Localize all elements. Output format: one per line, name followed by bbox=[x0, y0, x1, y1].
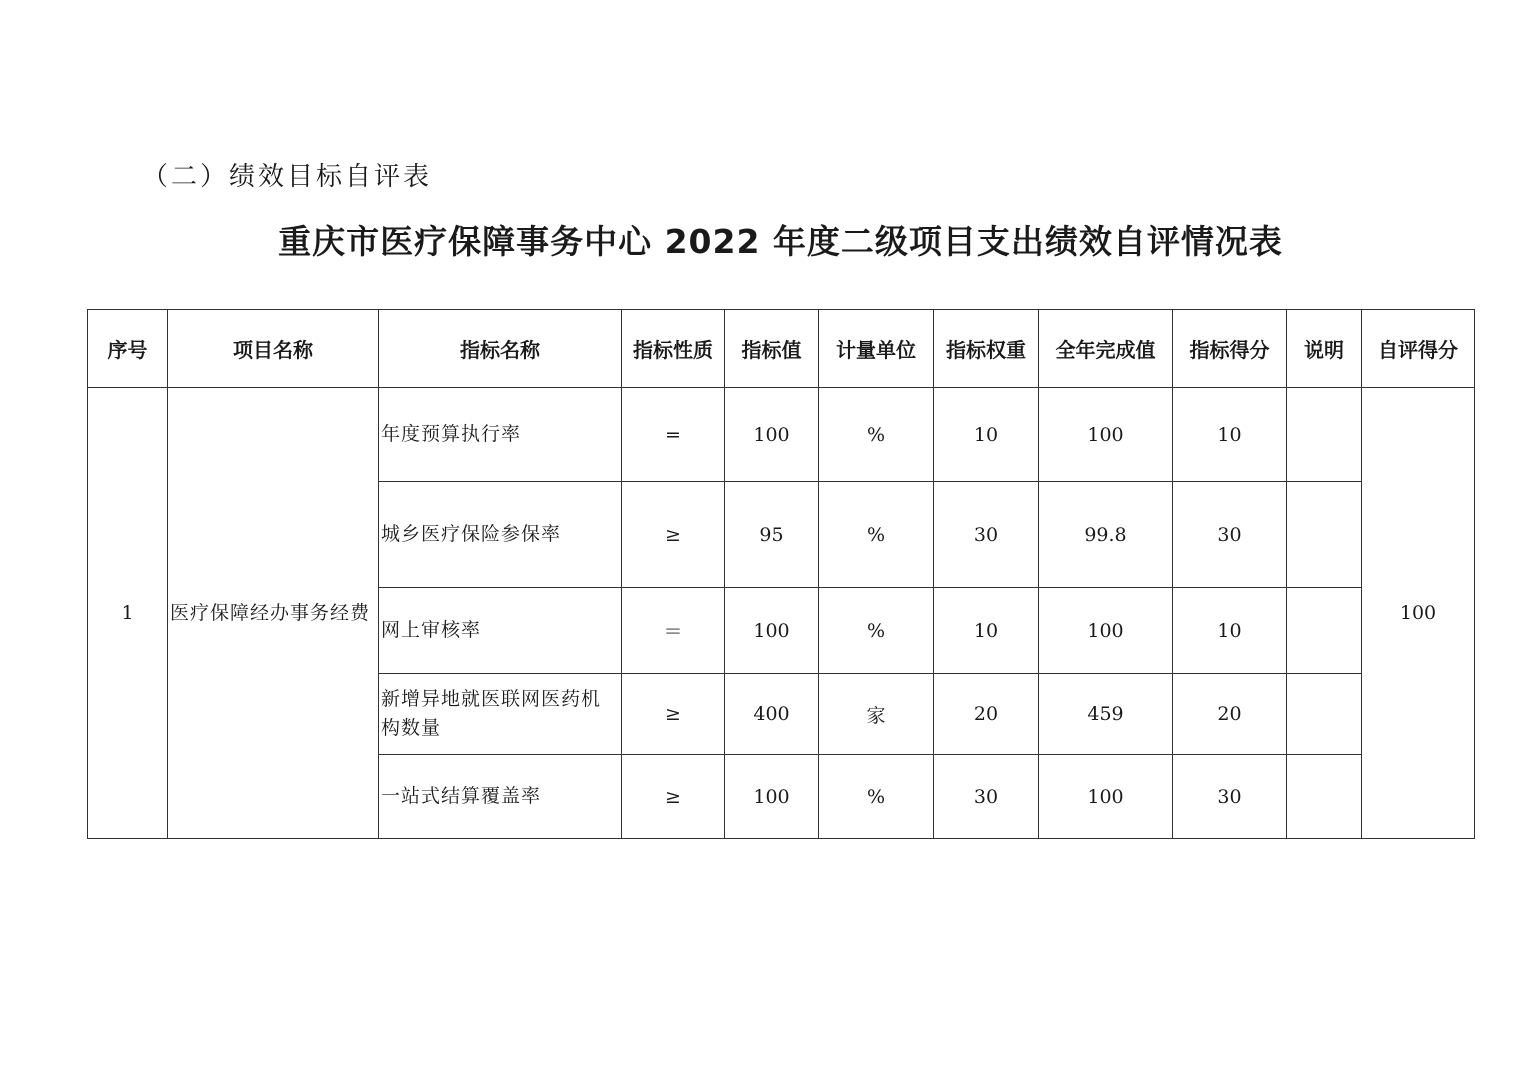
cell-unit: % bbox=[819, 388, 934, 482]
header-indicator-nature: 指标性质 bbox=[622, 310, 725, 388]
cell-indicator-name: 年度预算执行率 bbox=[379, 388, 622, 482]
header-self-score: 自评得分 bbox=[1362, 310, 1475, 388]
cell-value: 100 bbox=[725, 755, 819, 839]
page-title: 重庆市医疗保障事务中心 2022 年度二级项目支出绩效自评情况表 bbox=[278, 222, 1283, 261]
cell-weight: 10 bbox=[934, 388, 1039, 482]
cell-actual: 100 bbox=[1039, 388, 1173, 482]
header-unit: 计量单位 bbox=[819, 310, 934, 388]
cell-value: 400 bbox=[725, 674, 819, 755]
cell-value: 100 bbox=[725, 588, 819, 674]
cell-self-score: 100 bbox=[1362, 388, 1475, 839]
cell-indicator-name: 一站式结算覆盖率 bbox=[379, 755, 622, 839]
header-weight: 指标权重 bbox=[934, 310, 1039, 388]
cell-score: 10 bbox=[1173, 588, 1287, 674]
cell-nature: ≥ bbox=[622, 674, 725, 755]
cell-seq: 1 bbox=[88, 388, 168, 839]
cell-score: 30 bbox=[1173, 482, 1287, 588]
cell-actual: 100 bbox=[1039, 588, 1173, 674]
cell-actual: 459 bbox=[1039, 674, 1173, 755]
cell-score: 10 bbox=[1173, 388, 1287, 482]
cell-indicator-name: 网上审核率 bbox=[379, 588, 622, 674]
cell-note bbox=[1287, 388, 1362, 482]
cell-nature: ≥ bbox=[622, 755, 725, 839]
header-project-name: 项目名称 bbox=[168, 310, 379, 388]
cell-unit: 家 bbox=[819, 674, 934, 755]
cell-actual: 100 bbox=[1039, 755, 1173, 839]
cell-indicator-name: 新增异地就医联网医药机构数量 bbox=[379, 674, 622, 755]
cell-score: 30 bbox=[1173, 755, 1287, 839]
cell-value: 95 bbox=[725, 482, 819, 588]
cell-project-name: 医疗保障经办事务经费 bbox=[168, 388, 379, 839]
table-header-row bbox=[88, 310, 1475, 388]
cell-value: 100 bbox=[725, 388, 819, 482]
performance-table bbox=[87, 309, 1475, 839]
cell-note bbox=[1287, 482, 1362, 588]
cell-score: 20 bbox=[1173, 674, 1287, 755]
cell-note bbox=[1287, 755, 1362, 839]
header-actual-value: 全年完成值 bbox=[1039, 310, 1173, 388]
cell-weight: 10 bbox=[934, 588, 1039, 674]
table-row bbox=[88, 388, 1475, 482]
header-indicator-name: 指标名称 bbox=[379, 310, 622, 388]
cell-weight: 30 bbox=[934, 755, 1039, 839]
cell-unit: % bbox=[819, 482, 934, 588]
cell-nature: ≥ bbox=[622, 482, 725, 588]
cell-indicator-name: 城乡医疗保险参保率 bbox=[379, 482, 622, 588]
header-note: 说明 bbox=[1287, 310, 1362, 388]
cell-weight: 20 bbox=[934, 674, 1039, 755]
cell-actual: 99.8 bbox=[1039, 482, 1173, 588]
header-indicator-score: 指标得分 bbox=[1173, 310, 1287, 388]
cell-nature: = bbox=[622, 388, 725, 482]
cell-note bbox=[1287, 674, 1362, 755]
cell-unit: % bbox=[819, 588, 934, 674]
header-seq: 序号 bbox=[88, 310, 168, 388]
cell-weight: 30 bbox=[934, 482, 1039, 588]
cell-unit: % bbox=[819, 755, 934, 839]
cell-note bbox=[1287, 588, 1362, 674]
section-heading: （二）绩效目标自评表 bbox=[142, 162, 433, 192]
header-indicator-value: 指标值 bbox=[725, 310, 819, 388]
cell-nature: ＝ bbox=[622, 588, 725, 674]
